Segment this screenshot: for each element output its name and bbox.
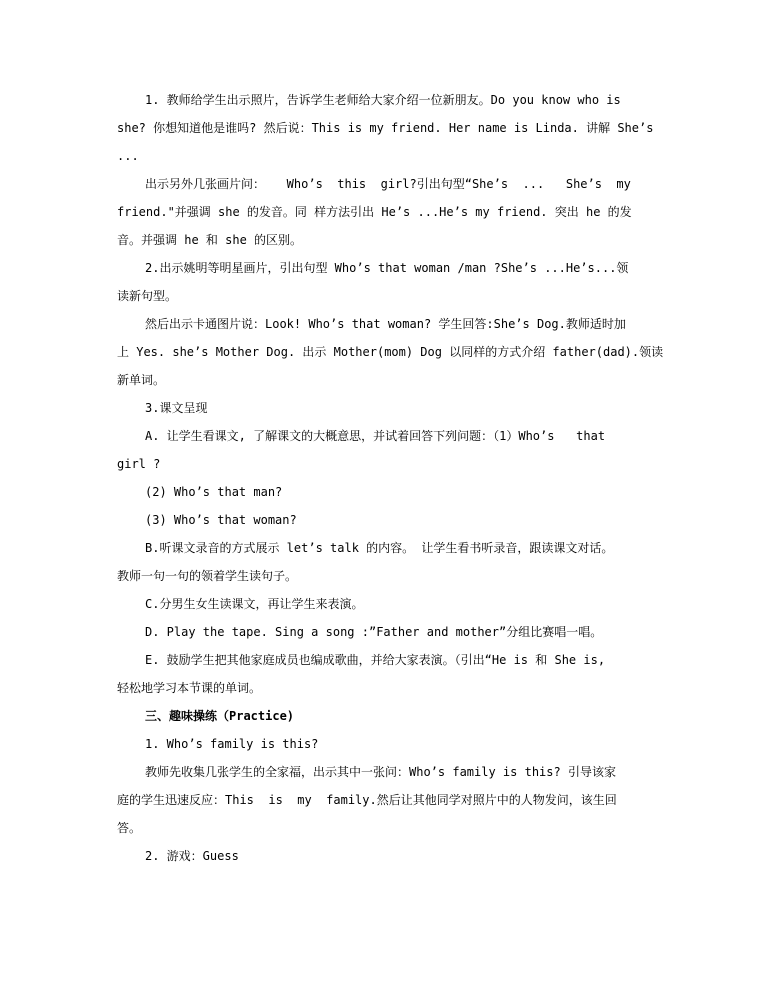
paragraph-line: 教师一句一句的领着学生读句子。	[117, 569, 298, 583]
paragraph-line: (2) Who’s that man?	[145, 485, 283, 499]
paragraph-line: 读新句型。	[117, 289, 178, 303]
paragraph-line: 上 Yes. she’s Mother Dog. 出示 Mother(mom) Dog 以同样的方式介绍 father(dad).领读	[117, 345, 664, 359]
paragraph-line: 然后出示卡通图片说：Look! Who’s that woman? 学生回答:She’s Dog.教师适时加	[145, 317, 626, 331]
paragraph-line: A. 让学生看课文, 了解课文的大概意思，并试着回答下列问题：（1）Who’s that	[145, 429, 606, 443]
paragraph-line: (3) Who’s that woman?	[145, 513, 297, 527]
paragraph-line: friend."并强调 she 的发音。同 样方法引出 He’s ...He’s my friend. 突出 he 的发	[117, 205, 632, 219]
paragraph-line: 音。并强调 he 和 she 的区别。	[117, 233, 303, 247]
paragraph-line: 出示另外几张画片问： Who’s this girl?引出句型“She’s ... She’s my	[145, 177, 631, 191]
paragraph-line: 1. 教师给学生出示照片，告诉学生老师给大家介绍一位新朋友。Do you know who is	[145, 93, 621, 107]
paragraph-line: 答。	[117, 821, 142, 835]
paragraph-line: 1. Who’s family is this?	[145, 737, 319, 751]
section-heading: 3.课文呈现	[145, 401, 208, 415]
paragraph-line: 轻松地学习本节课的单词。	[117, 681, 262, 695]
section-heading-practice: 三、趣味操练（Practice)	[145, 709, 295, 723]
paragraph-line: C.分男生女生读课文，再让学生来表演。	[145, 597, 364, 611]
paragraph-line: 新单词。	[117, 373, 166, 387]
paragraph-line: 2. 游戏：Guess	[145, 849, 239, 863]
paragraph-line: girl ?	[117, 457, 161, 471]
paragraph-line: ...	[117, 149, 139, 163]
paragraph-line: 2.出示姚明等明星画片，引出句型 Who’s that woman /man ?She’s ...He’s...领	[145, 261, 629, 275]
paragraph-line: E. 鼓励学生把其他家庭成员也编成歌曲，并给大家表演。（引出“He is 和 She is,	[145, 653, 606, 667]
paragraph-line: she? 你想知道他是谁吗? 然后说：This is my friend. Her name is Linda. 讲解 She’s	[117, 121, 654, 135]
paragraph-line: B.听课文录音的方式展示 let’s talk 的内容。 让学生看书听录音，跟读课文对话。	[145, 541, 614, 555]
paragraph-line: 庭的学生迅速反应：This is my family.然后让其他同学对照片中的人物发问，该生回	[117, 793, 617, 807]
paragraph-line: 教师先收集几张学生的全家福，出示其中一张问：Who’s family is this? 引导该家	[145, 765, 616, 779]
paragraph-line: D. Play the tape. Sing a song :”Father and mother”分组比赛唱一唱。	[145, 625, 603, 639]
